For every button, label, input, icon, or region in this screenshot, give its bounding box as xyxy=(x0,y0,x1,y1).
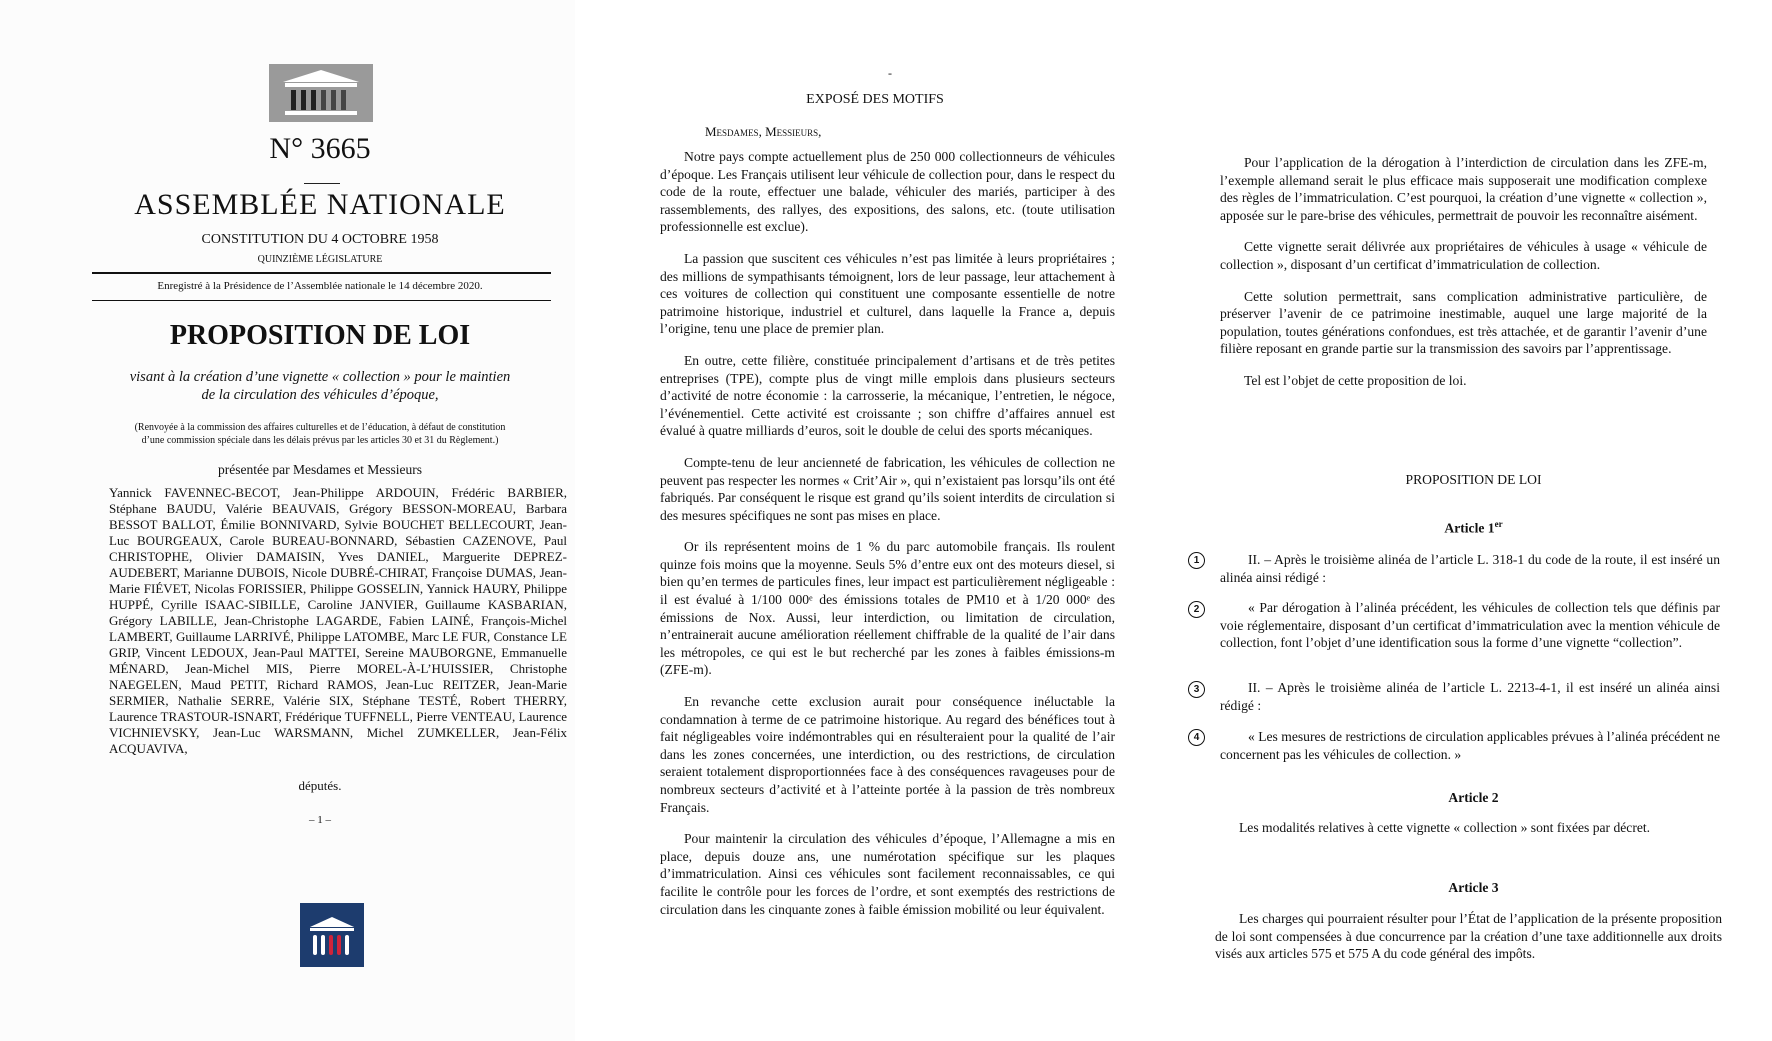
assemblee-nationale-logo xyxy=(269,64,373,122)
document-title: PROPOSITION DE LOI xyxy=(169,320,471,351)
referral-line-2: d’une commission spéciale dans les délais prévus par les articles 30 et 31 du Règlement.) xyxy=(141,435,499,446)
expose-continued xyxy=(1220,154,1707,404)
expose-body xyxy=(660,148,1115,932)
referral-note xyxy=(110,421,530,447)
alinea-3-text: II. – Après le troisième alinéa de l’article L. 2213-4-1, il est inséré un alinéa ainsi rédigé : xyxy=(1220,680,1720,713)
bill-number: N° 3665 xyxy=(269,132,371,165)
divider-thin xyxy=(92,300,551,301)
alinea-number-3: 3 xyxy=(1188,681,1205,698)
article-1-sup: er xyxy=(1494,519,1503,529)
paragraph: Notre pays compte actuellement plus de 250 000 collectionneurs de véhicules d’époque. Les Français utilisent leur véhicule de collection pour, dans le respect du code de la route, effectuer une balade, véhiculer des mariés, participer à des rassemblements, des rallyes, des expositions, des salons, etc. (toute utilisation professionnelle est exclue). xyxy=(660,149,1115,235)
paragraph: Tel est l’objet de cette proposition de loi. xyxy=(1244,372,1467,388)
salutation: Mesdames, Messieurs, xyxy=(705,124,822,139)
page-number: – 1 – xyxy=(309,814,331,826)
deputies-list: Yannick FAVENNEC-BECOT, Jean-Philippe ARDOUIN, Frédéric BARBIER, Stéphane BAUDU, Valérie BEAUVAIS, Grégory BESSON-MOREAU, Barbara BESSOT BALLOT, Émilie BONNIVARD, Sylvie BOUCHET BELLECOURT, Jean-Luc BOURGEAUX, Carole BUREAU-BONNARD, Sébastien CAZENOVE, Paul CHRISTOPHE, Olivier DAMAISIN, Yves DANIEL, Marguerite DEPREZ-AUDEBERT, Marianne DUBOIS, Nicole DUBRÉ-CHIRAT, Françoise DUMAS, Jean-Marie FIÉVET, Nicolas FORISSIER, Philippe GOSSELIN, Yannick HAURY, Philippe HUPPÉ, Cyrille ISAAC-SIBILLE, Caroline JANVIER, Guillaume KASBARIAN, Grégory LABILLE, Jean-Christophe LAGARDE, Fabien LAINÉ, François-Michel LAMBERT, Guillaume LARRIVÉ, Philippe LATOMBE, Marc LE FUR, Constance LE GRIP, Vincent LEDOUX, Jean-Paul MATTEI, Sereine MAUBORGNE, Emmanuelle MÉNARD, Jean-Michel MIS, Pierre MOREL-À-L’HUISSIER, Christophe NAEGELEN, Maud PETIT, Richard RAMOS, Jean-Luc REITZER, Jean-Marie SERMIER, Nathalie SERRE, Valérie SIX, Stéphane TESTÉ, Robert THERRY, Laurence TRASTOUR-ISNART, Frédérique TUFFNELL, Pierre VENTEAU, Laurence VICHNIEVSKY, Jean-Luc WARSMANN, Michel ZUMKELLER, Jean-Félix ACQUAVIVA, xyxy=(109,485,567,756)
assembly-name: ASSEMBLÉE NATIONALE xyxy=(134,188,506,221)
paragraph: En outre, cette filière, constituée principalement d’artisans et de très petites entreprises (TPE), compte plus de vingt mille emplois dans plusieurs secteurs d’activité de notre économie : la carrosserie, la mécanique, l’entretien, le négoce, l’événementiel. Cette activité est croissante ; son chiffre d’affaires annuel est évalué à quatre milliards d’euros, soit le double de celui des sports mécaniques. xyxy=(660,352,1115,439)
proposition-title: PROPOSITION DE LOI xyxy=(1405,472,1542,487)
alinea-1-text: II. – Après le troisième alinéa de l’article L. 318-1 du code de la route, il est inséré un alinéa ainsi rédigé : xyxy=(1220,552,1720,585)
alinea-number-1: 1 xyxy=(1188,552,1205,569)
subtitle-line-1: visant à la création d’une vignette « collection » pour le maintien xyxy=(129,369,511,385)
article-3-title: Article 3 xyxy=(1448,880,1499,895)
article-2-text: Les modalités relatives à cette vignette « collection » sont fixées par décret. xyxy=(1239,820,1651,835)
expose-title: EXPOSÉ DES MOTIFS xyxy=(806,92,944,107)
alinea-number-4: 4 xyxy=(1188,729,1205,746)
alinea-2 xyxy=(1220,599,1720,652)
page-dash: - xyxy=(888,66,892,80)
paragraph: En revanche cette exclusion aurait pour conséquence inéluctable la condamnation à terme de ce patrimoine historique. Au regard des bénéfices tout à fait négligeables voire indémontrables qui en résulteraient pour la qualité de l’air dans les zones concernées, une interdiction, ou des restrictions, de circulation seraient totalement disproportionnées face à des conséquences ravageuses pour de nombreux secteurs d’activité et à l’atteinte portée à la passion de très nombreux Français. xyxy=(660,694,1115,815)
divider-thick xyxy=(92,272,551,274)
cover-page xyxy=(0,0,575,1041)
presented-by: présentée par Mesdames et Messieurs xyxy=(218,462,422,477)
constitution-line: CONSTITUTION DU 4 OCTOBRE 1958 xyxy=(201,232,439,247)
article-3-text: Les charges qui pourraient résulter pour l’État de l’application de la présente proposition de loi sont compensées à due concurrence par la création d’une taxe additionnelle aux droits visés aux articles 575 et 575 A du code général des impôts. xyxy=(1215,911,1722,962)
paragraph: Pour maintenir la circulation des véhicules d’époque, l’Allemagne a mis en place, depuis douze ans, une numérotation spécifique sur les plaques d’immatriculation. Ainsi ces véhicules sont facilement reconnaissables, ce qui facilite le contrôle pour les forces de l’ordre, et sont exemptés des restrictions de circulation dans les cinquante zones à faible émission mobilité ou leur équivalent. xyxy=(660,831,1115,917)
paragraph: Compte-tenu de leur ancienneté de fabrication, les véhicules de collection ne peuvent pas respecter les normes « Crit’Air », qui n’existaient pas lorsqu’ils ont été fabriqués. Par conséquent le risque est grand qu’ils soient interdits de circulation si des mesures spécifiques ne sont pas mises en place. xyxy=(660,454,1115,523)
referral-line-1: (Renvoyée à la commission des affaires culturelles et de l’éducation, à défaut de constitution xyxy=(134,422,506,433)
alinea-1 xyxy=(1220,551,1720,586)
alinea-4-text: « Les mesures de restrictions de circulation applicables prévues à l’alinéa précédent ne concernent pas les véhicules de collection. » xyxy=(1220,729,1720,762)
legislature-line: QUINZIÈME LÉGISLATURE xyxy=(257,254,383,265)
assemblee-nationale-emblem xyxy=(300,903,364,967)
bill-subtitle xyxy=(110,368,530,404)
alinea-number-2: 2 xyxy=(1188,601,1205,618)
deputies-word: députés. xyxy=(298,778,342,793)
paragraph: Cette vignette serait délivrée aux propriétaires de véhicules à usage « véhicule de collection », disposant d’un certificat d’immatriculation de collection. xyxy=(1220,239,1707,272)
article-1-label: Article 1 xyxy=(1444,520,1495,536)
alinea-3 xyxy=(1220,679,1720,714)
paragraph: Cette solution permettrait, sans complication administrative particulière, de préserver l’avenir de ce patrimoine inestimable, auquel une large majorité de la population, toutes générations confondues, est très attachée, et de garantir l’avenir d’une filière reposant en grande partie sur la transmission des savoirs par l’apprentissage. xyxy=(1220,288,1707,357)
divider xyxy=(304,183,340,184)
registration-line: Enregistré à la Présidence de l’Assemblée nationale le 14 décembre 2020. xyxy=(157,280,483,292)
paragraph: La passion que suscitent ces véhicules n’est pas limitée à leurs propriétaires ; des millions de sympathisants témoignent, lors de leur passage, leur attachement à ces voitures de collection qui constituent une composante essentielle de notre patrimoine historique, industriel et culturel, dans laquelle la France a, depuis l’origine, tenu une place de premier plan. xyxy=(660,250,1115,337)
alinea-4 xyxy=(1220,728,1720,763)
alinea-2-text: « Par dérogation à l’alinéa précédent, les véhicules de collection tels que définis par voie réglementaire, disposant d’un certificat d’immatriculation avec la mention véhicule de collection, font l’objet d’une identification sous la forme d’une vignette “collection”. xyxy=(1220,600,1720,651)
paragraph: Pour l’application de la dérogation à l’interdiction de circulation dans les ZFE-m, l’exemple allemand serait le plus efficace mais supposerait une modification complexe des règles de l’immatriculation. C’est pourquoi, la création d’une vignette « collection », apposée sur le pare-brise des véhicules, permettrait de pouvoir les reconnaître aisément. xyxy=(1220,155,1707,223)
article-1-title xyxy=(1175,519,1772,537)
article-2-title: Article 2 xyxy=(1448,790,1499,805)
paragraph: Or ils représentent moins de 1 % du parc automobile français. Ils roulent quinze fois moins que la moyenne. Seuls 5% d’entre eux ont des moteurs diesel, si bien qu’en termes de particules fines, leur impact est particulièrement négligeable : il est évalué à 1/100 000ᵉ des émissions totales de PM10 et à 1/20 000ᵉ des émissions de Nox. Aussi, leur interdiction, ou limitation de circulation, n’entrainerait aucune amélioration réellement chiffrable de la qualité de l’air dans les métropoles, ce qui est le but recherché par les zones à faibles émissions-m (ZFE-m). xyxy=(660,539,1115,678)
subtitle-line-2: de la circulation des véhicules d’époque, xyxy=(201,387,439,403)
